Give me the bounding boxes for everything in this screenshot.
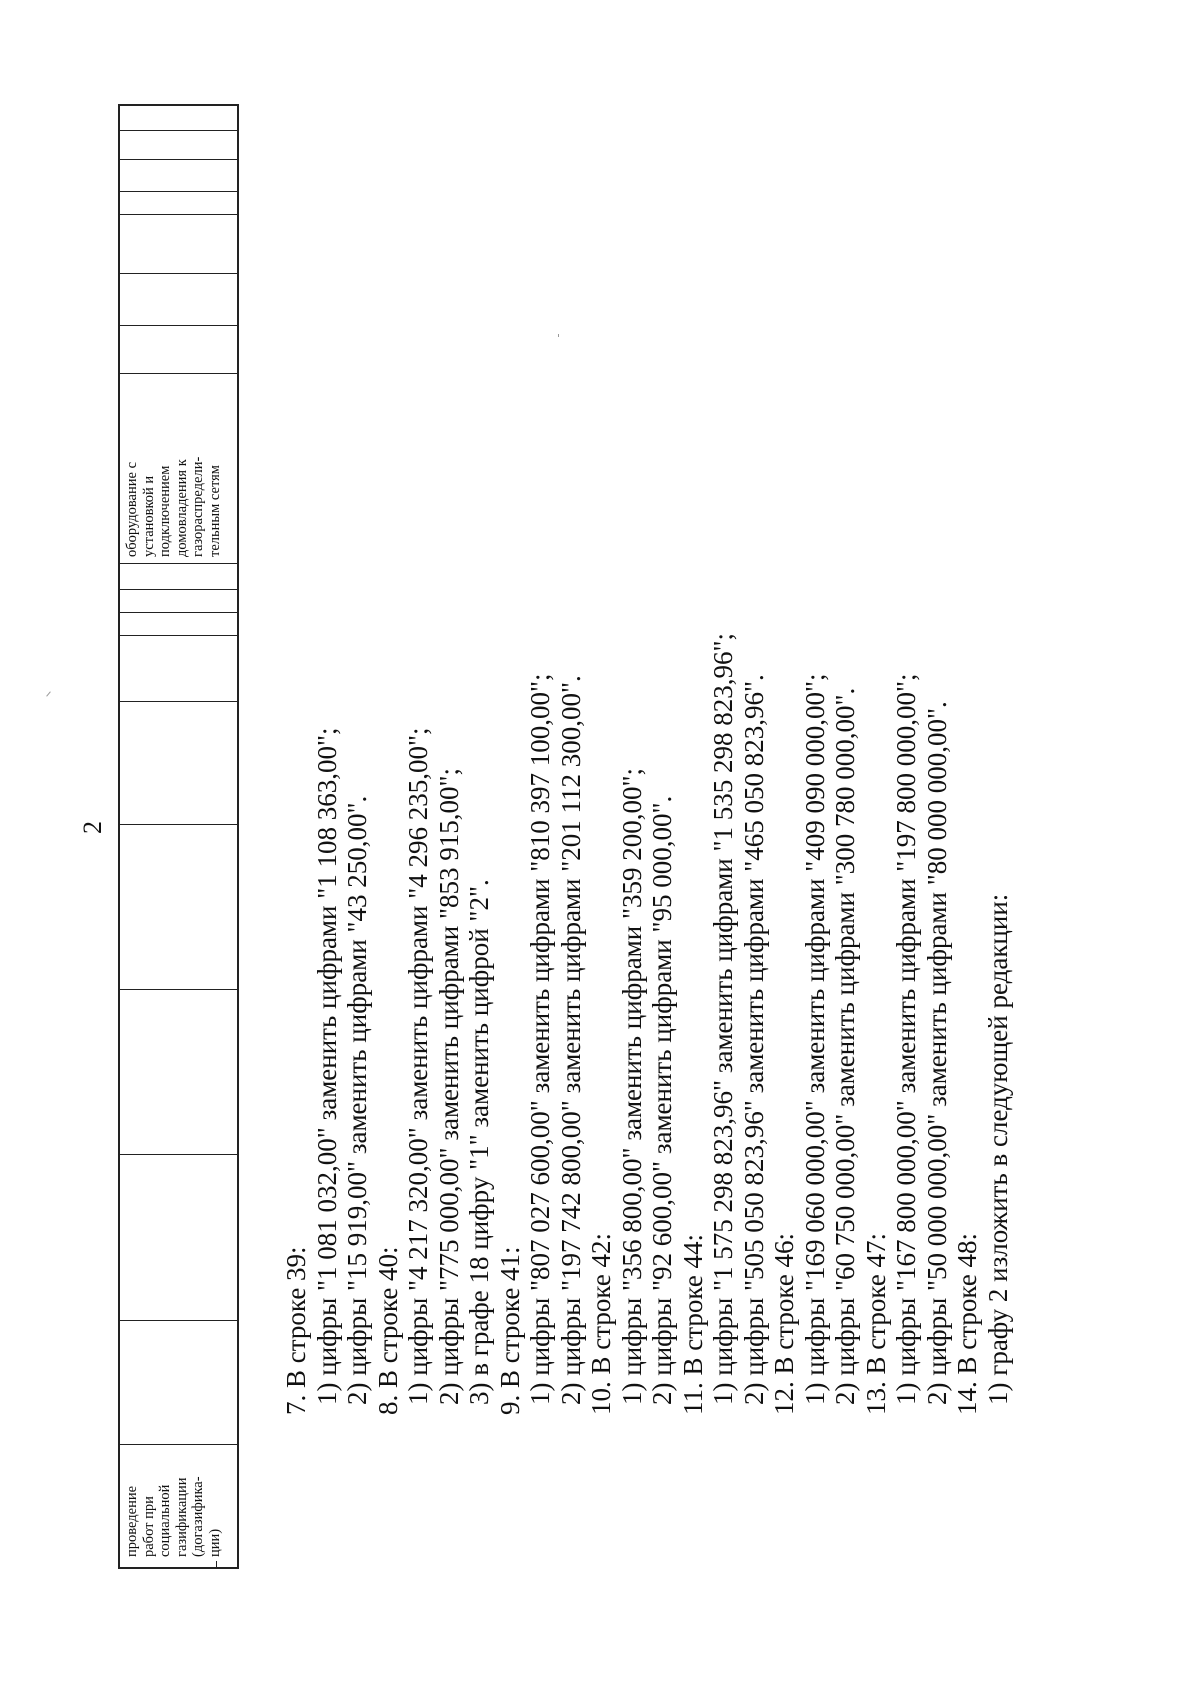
amendment-item: 2) цифры "775 000,00" заменить цифрами "853 915,00"; (433, 767, 464, 1405)
amendment-item: 3) в графе 18 цифру "1" заменить цифрой "2". (464, 879, 494, 1405)
cell-line: работ при (140, 1496, 157, 1557)
section-heading: 7. В строке 39: (281, 1246, 311, 1415)
cell-line: тельным сетям (206, 465, 223, 557)
cell-line: оборудование с (124, 461, 140, 557)
cell-line: установкой и (140, 475, 157, 557)
amendment-item: 1) цифры "356 800,00" заменить цифрами "359 200,00"; (616, 767, 647, 1405)
amendment-item: 1) цифры "1 575 298 823,96" заменить цифрами "1 535 298 823,96"; (708, 632, 738, 1405)
cell-line: домовладения к (173, 459, 190, 557)
amendment-item: 2) цифры "505 050 823,96" заменить цифрами "465 050 823,96". (738, 674, 769, 1405)
amendment-item: 1) цифры "167 800 000,00" заменить цифрами "197 800 000,00"; (891, 673, 921, 1405)
amendment-item: 1) цифры "4 217 320,00" заменить цифрами "4 296 235,00"; (403, 727, 433, 1405)
section-heading: 13. В строке 47: (860, 1232, 891, 1415)
cell-line: газораспредели- (190, 456, 206, 557)
amendment-item: 2) цифры "50 000 000,00" заменить цифрами "80 000 000,00". (921, 701, 952, 1405)
amendment-item: 1) графу 2 изложить в следующей редакции: (982, 893, 1013, 1405)
cell-line: социальной (157, 1484, 173, 1557)
scan-speck (558, 334, 559, 337)
cell-line: (догазифика- (190, 1476, 206, 1557)
cell-line: газификации (173, 1477, 190, 1557)
table-cell-social-gasification (124, 1476, 223, 1557)
amendment-item: 2) цифры "15 919,00" заменить цифрами "43 250,00". (342, 795, 372, 1405)
section-heading: 12. В строке 46: (769, 1232, 799, 1415)
table-cell-equipment-connection (124, 457, 223, 557)
amendment-item: 2) цифры "197 742 800,00" заменить цифрами "201 112 300,00". (555, 675, 586, 1405)
table-fragment (118, 104, 239, 1569)
amendment-item: 1) цифры "807 027 600,00" заменить цифрами "810 397 100,00"; (525, 673, 555, 1405)
amendment-item: 1) цифры "1 081 032,00" заменить цифрами "1 108 363,00"; (311, 727, 342, 1405)
section-heading: 8. В строке 40: (372, 1246, 403, 1415)
scan-speck (46, 691, 51, 696)
cell-line: проведение (124, 1485, 140, 1557)
cell-line: подключением (157, 465, 173, 557)
cell-line: ции) (206, 1528, 223, 1557)
amendment-item: 1) цифры "169 060 000,00" заменить цифрами "409 090 000,00"; (799, 673, 830, 1405)
section-heading: 10. В строке 42: (586, 1232, 616, 1415)
amendment-item: 2) цифры "60 750 000,00" заменить цифрами "300 780 000,00". (830, 687, 860, 1405)
section-heading: 9. В строке 41: (494, 1246, 525, 1415)
section-heading: 11. В строке 44: (677, 1233, 708, 1415)
amendment-item: 2) цифры "92 600,00" заменить цифрами "95 000,00". (647, 795, 677, 1405)
page-number: 2 (78, 821, 107, 834)
amendments-text (281, 55, 1013, 1415)
section-heading: 14. В строке 48: (952, 1232, 982, 1415)
